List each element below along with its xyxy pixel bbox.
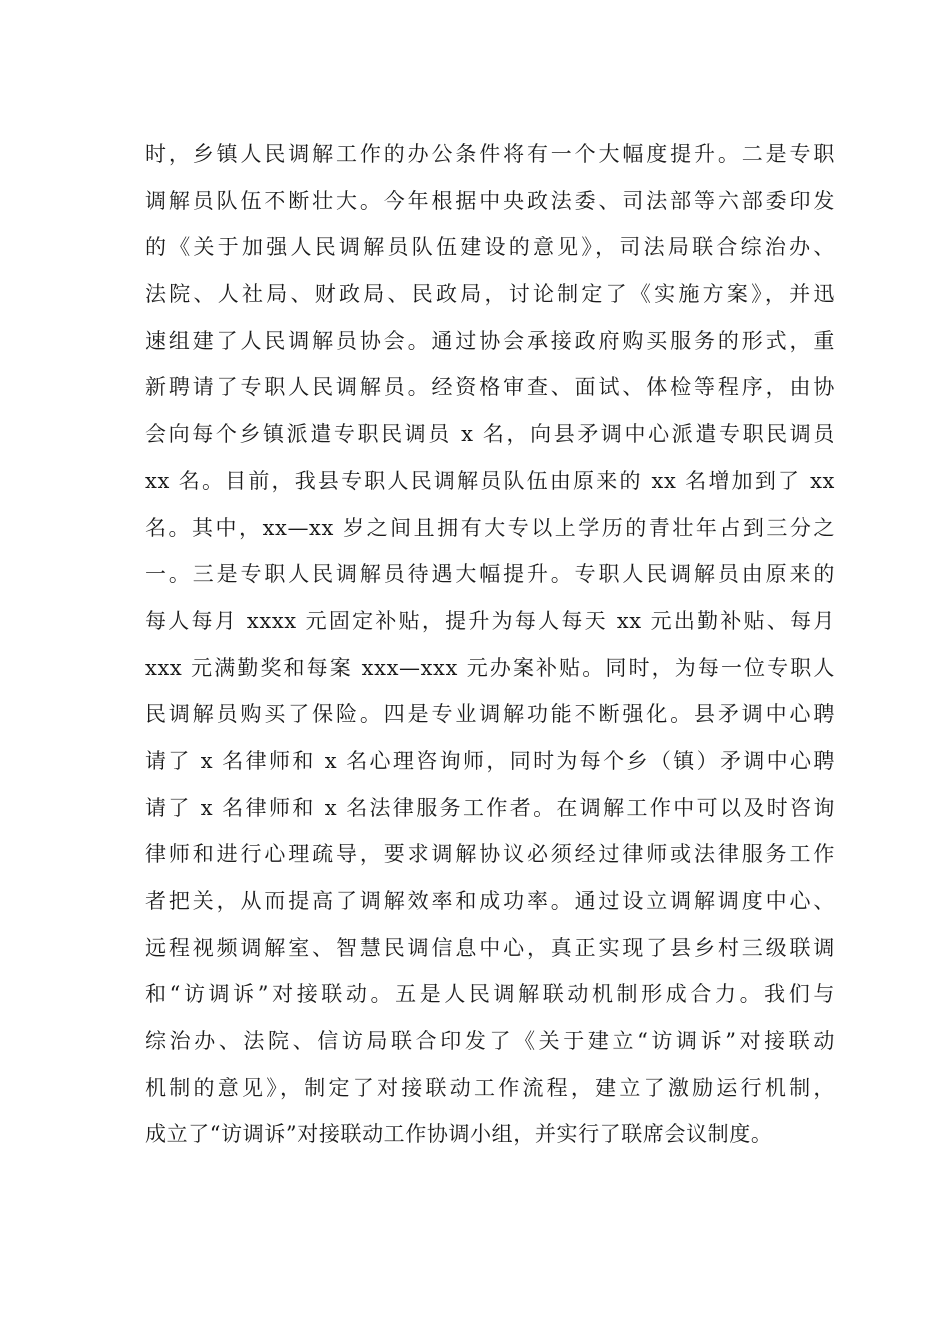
text-line: 请了 x 名律师和 x 名法律服务工作者。在调解工作中可以及时咨询 [145,795,835,820]
body-paragraph [145,131,835,1158]
text-line: 每人每月 xxxx 元固定补贴，提升为每人每天 xx 元出勤补贴、每月 [145,608,835,633]
text-line: 一。三是专职人民调解员待遇大幅提升。专职人民调解员由原来的 [145,562,835,587]
text-line: xx 名。目前，我县专职人民调解员队伍由原来的 xx 名增加到了 xx [145,468,835,493]
text-line: 速组建了人民调解员协会。通过协会承接政府购买服务的形式，重 [145,328,835,353]
text-line: 民调解员购买了保险。四是专业调解功能不断强化。县矛调中心聘 [145,702,835,727]
text-line: 时，乡镇人民调解工作的办公条件将有一个大幅度提升。二是专职 [145,142,835,166]
text-line: 成立了“访调诉”对接联动工作协调小组，并实行了联席会议制度。 [145,1122,773,1147]
text-line: 者把关，从而提高了调解效率和成功率。通过设立调解调度中心、 [145,889,835,913]
text-line: 律师和进行心理疏导，要求调解协议必须经过律师或法律服务工作 [145,842,835,867]
text-line: 调解员队伍不断壮大。今年根据中央政法委、司法部等六部委印发 [145,188,835,213]
text-line: 的《关于加强人民调解员队伍建设的意见》，司法局联合综治办、 [145,235,835,260]
text-line: 会向每个乡镇派遣专职民调员 x 名，向县矛调中心派遣专职民调员 [145,422,835,447]
text-line: 名。其中，xx—xx 岁之间且拥有大专以上学历的青壮年占到三分之 [145,515,835,540]
text-line: 远程视频调解室、智慧民调信息中心，真正实现了县乡村三级联调 [145,935,835,960]
text-line: 请了 x 名律师和 x 名心理咨询师，同时为每个乡（镇）矛调中心聘 [145,748,835,773]
text-line: 法院、人社局、财政局、民政局，讨论制定了《实施方案》，并迅 [145,282,835,307]
text-line: 机制的意见》，制定了对接联动工作流程，建立了激励运行机制， [145,1075,835,1100]
text-line: 综治办、法院、信访局联合印发了《关于建立“访调诉”对接联动 [145,1029,835,1054]
text-line: 和“访调诉”对接联动。五是人民调解联动机制形成合力。我们与 [145,982,835,1007]
text-line: xxx 元满勤奖和每案 xxx—xxx 元办案补贴。同时，为每一位专职人 [145,655,835,680]
text-line: 新聘请了专职人民调解员。经资格审查、面试、体检等程序，由协 [145,375,835,400]
